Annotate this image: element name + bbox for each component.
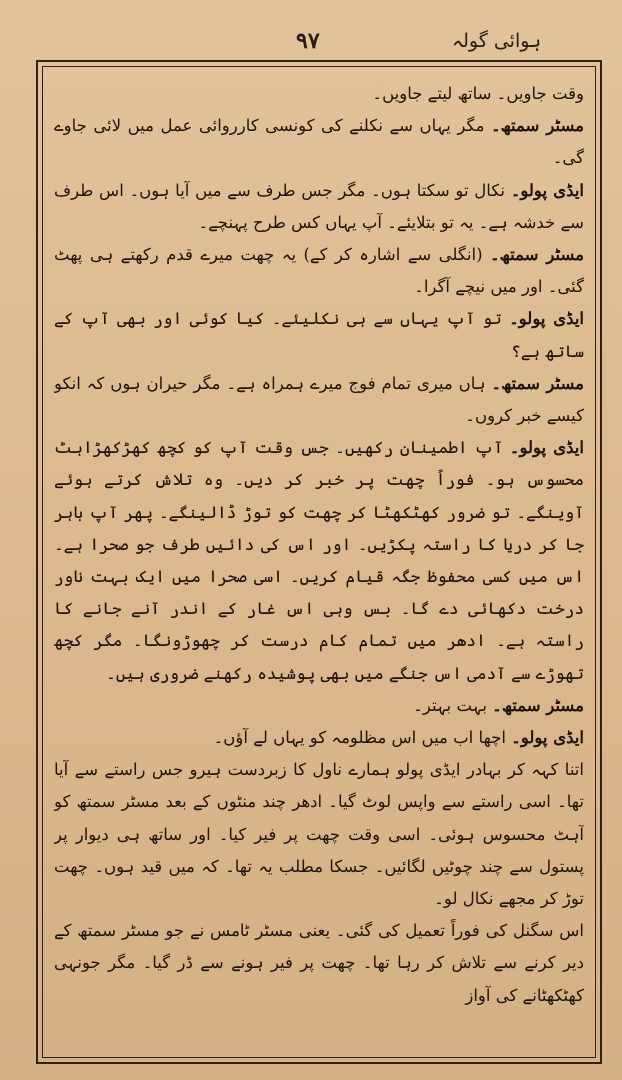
paragraph-text: اچھا اب میں اس مظلومہ کو یہاں لے آؤں۔	[213, 728, 506, 748]
paragraph-text: آپ اطمینان رکھیں۔ جس وقت آپ کو کچھ کھڑکھڑاہٹ محسوس ہو۔ فوراً چھت پر خبر کر دیں۔ وہ تلاش کرتے ہوئے آوینگے۔ تو ضرور کھٹکھٹا کر چھت کو توڑ ڈالینگے۔ پھر آپ باہر جا کر دریا کا راستہ پکڑیں۔ اور اس کی دائیں طرف جو صحرا ہے۔ اس میں کسی محفوظ جگہ قیام کریں۔ اسی صحرا میں ایک بہت ناور درخت دکھائی دے گا۔ بس وہی اس غار کے اندر آنے جانے کا راستہ ہے۔ ادھر میں تمام کام درست کر چھوڑونگا۔ مگر کچھ تھوڑے سے آدمی اس جنگے میں بھی پوشیدہ رکھنے ضروری ہیں۔	[54, 438, 584, 683]
paragraph-text: وقت جاویں۔ ساتھ لیتے جاویں۔	[372, 84, 584, 103]
dialogue-paragraph	[54, 239, 584, 303]
speaker-name: مسٹر سمتھ۔	[492, 695, 584, 715]
dialogue-paragraph	[54, 722, 584, 754]
speaker-name: ایڈی پولو۔	[511, 728, 584, 748]
speaker-name: مسٹر سمتھ۔	[490, 245, 584, 265]
speaker-name: ایڈی پولو۔	[509, 438, 584, 458]
dialogue-paragraph	[54, 110, 584, 174]
speaker-name: ایڈی پولو۔	[510, 180, 584, 200]
dialogue-paragraph	[54, 368, 584, 432]
paragraph	[54, 915, 584, 1012]
running-title: ہوائی گولہ	[452, 30, 542, 52]
page-number: ۹۷	[296, 28, 320, 54]
dialogue-paragraph	[54, 175, 584, 239]
paragraph-text: نکال تو سکتا ہوں۔ مگر جس طرف سے میں آیا ہوں۔ اس طرف سے خدشہ ہے۔ یہ تو بتلایئے۔ آپ یہاں کس طرح پہنچے۔	[54, 180, 584, 232]
paragraph-text: اتنا کہہ کر بہادر ایڈی پولو ہمارے ناول کا زبردست ہیرو جس راستے سے آیا تھا۔ اسی راستے سے واپس لوٹ گیا۔ ادھر چند منٹوں کے بعد مسٹر سمتھ کو آہٹ محسوس ہوئی۔ اسی وقت چھت پر فیر کیا۔ اور ساتھ ہی دیوار پر پستول سے چند چوٹیں لگائیں۔ جسکا مطلب یہ تھا۔ کہ میں قید ہوں۔ چھت توڑ کر مجھے نکال لو۔	[54, 760, 584, 909]
paragraph	[54, 754, 584, 915]
paragraph	[54, 78, 584, 110]
paragraph-text: بہت بہتر۔	[413, 695, 487, 715]
body-text	[54, 78, 584, 1048]
speaker-name: مسٹر سمتھ۔	[491, 373, 584, 393]
speaker-name: ایڈی پولو۔	[509, 309, 584, 329]
speaker-name: مسٹر سمتھ۔	[490, 116, 584, 136]
paragraph-text: (انگلی سے اشارہ کر کے) یہ چھت میرے قدم رکھتے ہی پھٹ گئی۔ اور میں نیچے آگرا۔	[54, 245, 584, 297]
dialogue-paragraph	[54, 303, 584, 367]
dialogue-paragraph	[54, 432, 584, 690]
paragraph-text: اس سگنل کی فوراً تعمیل کی گئی۔ یعنی مسٹر ٹامس نے جو مسٹر سمتھ کے دیر کرنے سے تلاش کر رہا تھا۔ چھت پر فیر ہونے سے ڈر گیا۔ مگر جونہی کھٹکھٹانے کی آواز	[54, 921, 584, 1005]
paragraph-text: ہاں میری تمام فوج میرے ہمراہ ہے۔ مگر حیران ہوں کہ انکو کیسے خبر کروں۔	[54, 373, 584, 426]
dialogue-paragraph	[54, 690, 584, 722]
paragraph-text: مگر یہاں سے نکلنے کی کونسی کارروائی عمل میں لائی جاوے گی۔	[54, 116, 584, 168]
page-header	[0, 28, 622, 62]
paragraph-text: تو آپ یہاں سے ہی نکلیئے۔ کیا کوئی اور بھی آپ کے ساتھ ہے؟	[54, 309, 584, 361]
